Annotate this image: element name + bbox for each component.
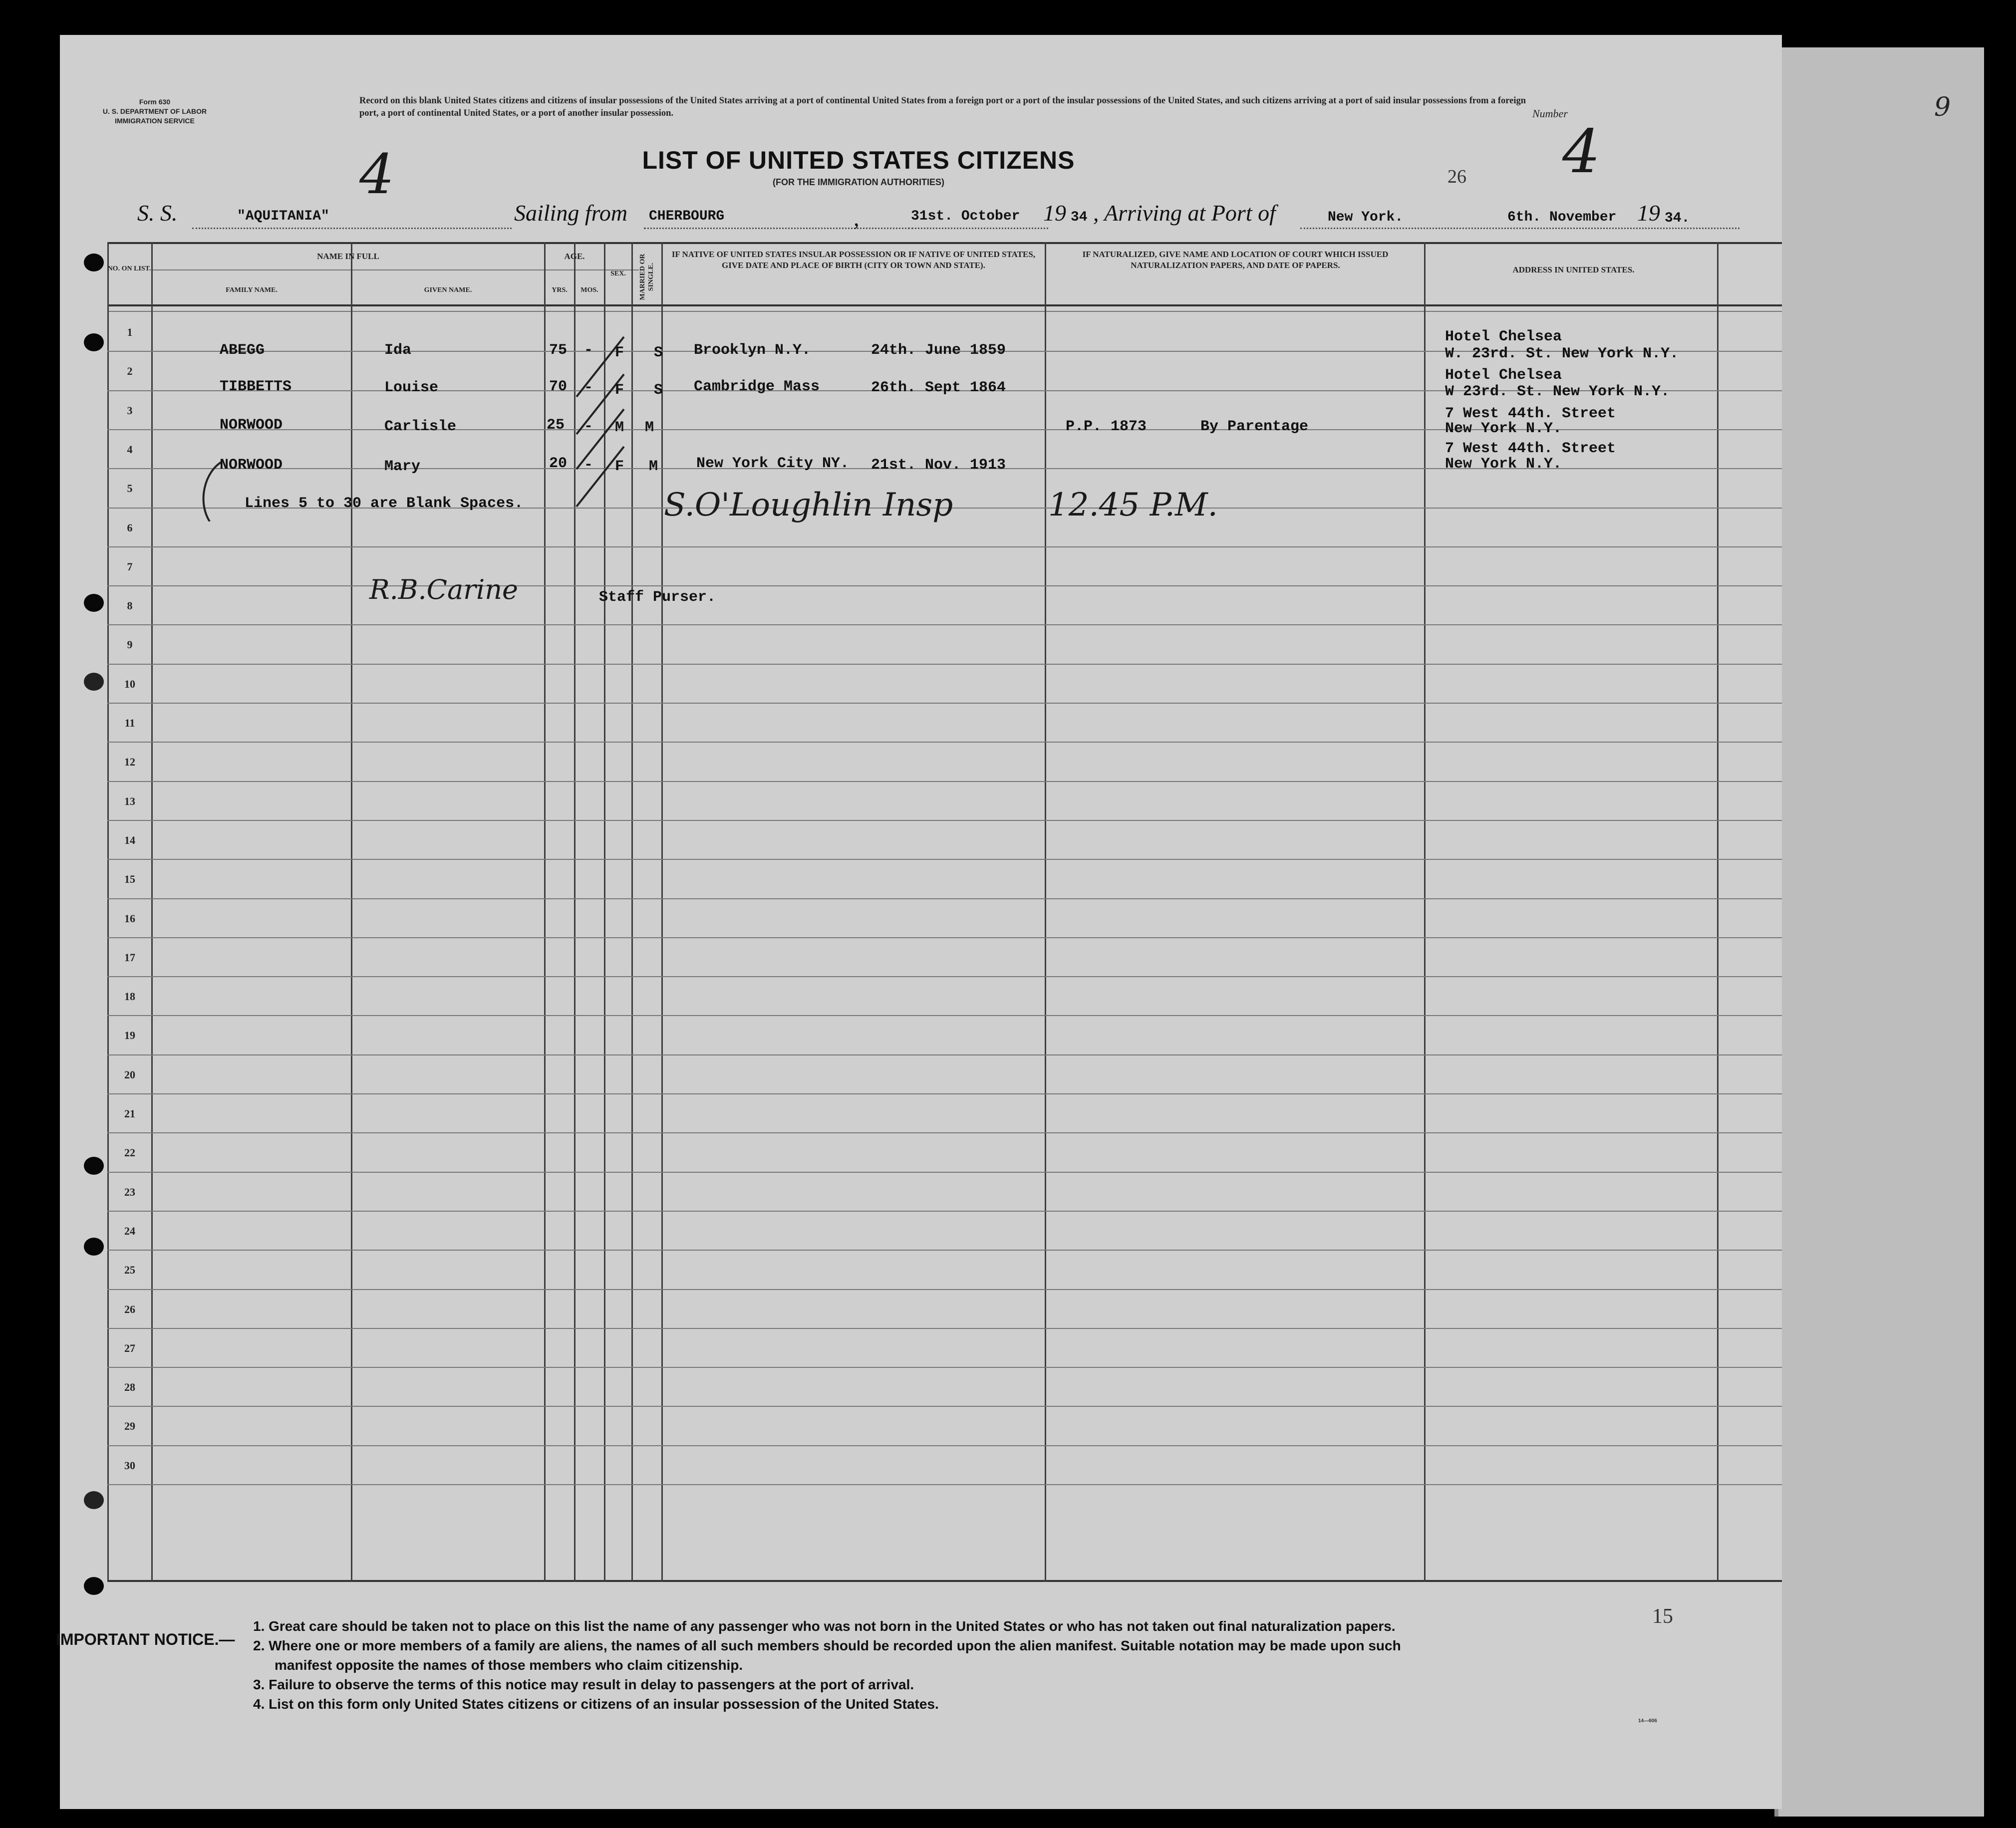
corner-page-mark: 9 xyxy=(1934,92,1951,122)
sailing-from-label: Sailing from xyxy=(514,200,628,226)
row-number: 30 xyxy=(124,1459,135,1472)
row-number: 19 xyxy=(124,1029,135,1042)
row-number: 6 xyxy=(127,522,133,534)
row-rule xyxy=(107,1406,1782,1407)
arriving-label: , Arriving at Port of xyxy=(1093,200,1276,226)
stamped-number: 26 xyxy=(1447,166,1466,187)
year-prefix-2: 19 xyxy=(1637,200,1660,226)
document-title: LIST OF UNITED STATES CITIZENS xyxy=(642,146,1075,174)
row-number: 16 xyxy=(124,912,135,925)
purser-signature: R.B.Carine xyxy=(369,574,519,605)
row-number: 20 xyxy=(124,1068,135,1081)
table-bottom-border xyxy=(107,1580,1782,1582)
underlying-page xyxy=(1774,47,1984,1817)
row1-birth-place: Brooklyn N.Y. xyxy=(694,342,811,359)
row-number: 12 xyxy=(124,756,135,768)
punch-hole xyxy=(84,673,104,691)
punch-hole xyxy=(84,1238,104,1256)
header-yrs: YRS. xyxy=(552,286,568,294)
sailing-dotline xyxy=(644,228,913,229)
row-number: 8 xyxy=(127,599,133,612)
row-rule xyxy=(107,1367,1782,1368)
row-number: 10 xyxy=(124,678,135,690)
row-rule xyxy=(107,1093,1782,1094)
row-rule xyxy=(107,1328,1782,1329)
row-number: 25 xyxy=(124,1264,135,1276)
row2-mos: - xyxy=(584,379,593,396)
punch-hole xyxy=(84,254,104,271)
row-number: 29 xyxy=(124,1420,135,1432)
ship-name: "AQUITANIA" xyxy=(237,209,329,224)
row3-ms: M xyxy=(645,419,654,436)
row1-address-2: W. 23rd. St. New York N.Y. xyxy=(1445,345,1679,362)
row-rule xyxy=(107,1172,1782,1173)
header-married-or-single: MARRIED OR SINGLE. xyxy=(639,254,655,300)
header-sex: SEX. xyxy=(610,270,626,277)
punch-hole xyxy=(84,333,104,351)
row-number: 11 xyxy=(124,717,135,729)
inspector-signature: S.O'Loughlin Insp xyxy=(664,487,953,523)
row3-yrs: 25 xyxy=(547,417,565,434)
row-number: 17 xyxy=(124,951,135,964)
row2-birth-date: 26th. Sept 1864 xyxy=(871,379,1006,396)
row-rule xyxy=(107,1015,1782,1016)
row3-mos: - xyxy=(584,418,593,435)
arrival-year: 34. xyxy=(1665,211,1690,226)
row3-family: NORWOOD xyxy=(220,417,283,434)
header-family-name: FAMILY NAME. xyxy=(226,286,278,294)
arrival-port: New York. xyxy=(1328,210,1404,225)
header-given-name: GIVEN NAME. xyxy=(424,286,472,294)
row-number: 21 xyxy=(124,1107,135,1120)
row2-address-2: W 23rd. St. New York N.Y. xyxy=(1445,383,1670,400)
row-rule xyxy=(107,1250,1782,1251)
row-rule xyxy=(107,1211,1782,1212)
row1-mos: - xyxy=(584,342,593,359)
footer-form-code: 14—606 xyxy=(1638,1718,1657,1724)
manifest-sheet xyxy=(60,35,1782,1809)
handwritten-number-value: 4 xyxy=(1562,117,1601,187)
row4-mos: - xyxy=(584,457,593,474)
department-name: U. S. DEPARTMENT OF LABOR xyxy=(102,107,207,115)
row2-ms: S xyxy=(654,382,663,399)
row2-given: Louise xyxy=(384,379,439,396)
row-number: 23 xyxy=(124,1186,135,1198)
header-native-birth: IF NATIVE OF UNITED STATES INSULAR POSSESSION OR IF NATIVE OF UNITED STATES, GIVE DATE AND PLACE OF BIRTH (CITY OR TOWN AND STATE). xyxy=(671,250,1036,270)
row-number: 24 xyxy=(124,1225,135,1237)
punch-hole xyxy=(84,594,104,612)
row3-sex: M xyxy=(615,419,624,436)
row1-yrs: 75 xyxy=(549,342,568,359)
row-rule xyxy=(107,624,1782,625)
row1-family: ABEGG xyxy=(220,342,265,359)
row2-sex: F xyxy=(615,382,624,399)
header-age: AGE. xyxy=(564,252,585,261)
row-rule xyxy=(107,1132,1782,1133)
row-number: 22 xyxy=(124,1146,135,1159)
row1-given: Ida xyxy=(384,342,412,359)
row-rule xyxy=(107,781,1782,782)
row4-address-2: New York N.Y. xyxy=(1445,456,1562,473)
row4-given: Mary xyxy=(384,458,421,475)
departure-date: 31st. October xyxy=(911,209,1020,224)
row-number: 13 xyxy=(124,795,135,807)
row4-birth-date: 21st. Nov. 1913 xyxy=(871,457,1006,474)
notice-lead: IMPORTANT NOTICE.— xyxy=(56,1630,235,1648)
row3-naturalization: P.P. 1873 xyxy=(1066,418,1147,435)
row1-birth-date: 24th. June 1859 xyxy=(871,342,1006,359)
ss-label: S. S. xyxy=(137,200,178,226)
row-rule xyxy=(107,742,1782,743)
row-rule xyxy=(107,976,1782,977)
notice-item-3: 3. Failure to observe the terms of this notice may result in delay to passengers at the port of arrival. xyxy=(253,1677,914,1692)
departure-dotline xyxy=(908,228,1048,229)
row2-address-1: Hotel Chelsea xyxy=(1445,367,1562,384)
header-no-on-list: NO. ON LIST. xyxy=(107,265,151,272)
notice-item-4: 4. List on this form only United States citizens or citizens of an insular possession of the United States. xyxy=(253,1696,939,1712)
form-info xyxy=(97,97,212,126)
inspection-time: 12.45 P.M. xyxy=(1048,487,1218,523)
header-naturalized: IF NATURALIZED, GIVE NAME AND LOCATION OF COURT WHICH ISSUED NATURALIZATION PAPERS, AND DATE OF PAPERS. xyxy=(1082,250,1389,270)
row3-address-1: 7 West 44th. Street xyxy=(1445,405,1616,422)
document-subtitle: (FOR THE IMMIGRATION AUTHORITIES) xyxy=(773,177,944,187)
row-number: 9 xyxy=(127,638,133,651)
row3-given: Carlisle xyxy=(384,418,457,435)
notice-item-2: 2. Where one or more members of a family are aliens, the names of all such members should be recorded upon the alien manifest. Suitable notation may be made upon such xyxy=(253,1638,1401,1653)
date-comma: , xyxy=(854,205,860,231)
row-rule xyxy=(107,703,1782,704)
row1-ms: S xyxy=(654,344,663,361)
header-mos: MOS. xyxy=(580,286,598,294)
row-rule xyxy=(107,937,1782,938)
row-number: 3 xyxy=(127,404,133,417)
notice-item-1: 1. Great care should be taken not to place on this list the name of any passenger who was not born in the United States or who has not taken out final naturalization papers. xyxy=(253,1618,1396,1634)
row-rule xyxy=(107,1484,1782,1485)
row-rule xyxy=(107,820,1782,821)
row-number: 2 xyxy=(127,365,133,377)
row4-sex: F xyxy=(615,458,624,475)
punch-hole xyxy=(84,1577,104,1595)
row1-sex: F xyxy=(615,344,624,361)
row-number: 1 xyxy=(127,326,133,338)
row-rule xyxy=(107,546,1782,547)
row2-yrs: 70 xyxy=(549,378,568,395)
row2-birth-place: Cambridge Mass xyxy=(694,378,820,395)
row-number: 7 xyxy=(127,560,133,573)
handwritten-list-number: 4 xyxy=(359,142,394,206)
row-number: 5 xyxy=(127,482,133,495)
departure-year: 34 xyxy=(1071,210,1088,225)
row-rule xyxy=(107,1054,1782,1055)
sailing-port: CHERBOURG xyxy=(649,209,725,224)
row4-ms: M xyxy=(649,458,658,475)
number-label: Number xyxy=(1532,107,1568,120)
row-rule xyxy=(107,859,1782,860)
row4-address-1: 7 West 44th. Street xyxy=(1445,440,1616,457)
ship-dotline xyxy=(192,228,512,229)
row-rule xyxy=(107,1445,1782,1446)
header-name-in-full: NAME IN FULL xyxy=(317,252,379,261)
row-number: 26 xyxy=(124,1303,135,1315)
punch-hole xyxy=(84,1491,104,1509)
row-rule xyxy=(107,664,1782,665)
row-rule xyxy=(107,898,1782,899)
row3-address-2: New York N.Y. xyxy=(1445,420,1562,437)
row4-birth-place: New York City NY. xyxy=(696,455,850,472)
row-number: 18 xyxy=(124,990,135,1003)
row3-naturalization-note: By Parentage xyxy=(1200,418,1309,435)
row4-family: NORWOOD xyxy=(220,457,283,474)
row-number: 28 xyxy=(124,1381,135,1393)
row2-family: TIBBETTS xyxy=(220,378,292,395)
row-number: 4 xyxy=(127,443,133,456)
row-number: 15 xyxy=(124,873,135,885)
row-number: 14 xyxy=(124,834,135,846)
punch-hole xyxy=(84,1157,104,1175)
purser-title: Staff Purser. xyxy=(599,589,716,606)
notice-item-2-cont: manifest opposite the names of those members who claim citizenship. xyxy=(275,1657,743,1673)
checkmark-stroke-4 xyxy=(576,447,624,507)
year-prefix-1: 19 xyxy=(1043,200,1066,226)
row-rule xyxy=(107,585,1782,586)
header-address: ADDRESS IN UNITED STATES. xyxy=(1512,265,1635,274)
row4-yrs: 20 xyxy=(549,455,568,472)
row-number: 27 xyxy=(124,1342,135,1354)
arrival-date: 6th. November xyxy=(1507,210,1617,225)
form-number: Form 630 xyxy=(139,98,171,106)
service-name: IMMIGRATION SERVICE xyxy=(115,117,195,125)
row-rule xyxy=(107,1289,1782,1290)
page-number: 15 xyxy=(1652,1605,1673,1628)
row1-address-1: Hotel Chelsea xyxy=(1445,328,1562,345)
blank-lines-note: Lines 5 to 30 are Blank Spaces. xyxy=(245,495,524,512)
instructions-note: Record on this blank United States citizens and citizens of insular possessions of the United States arriving at a port of continental United States from a foreign port or a port of the insular possessions of the United States, and such citizens arriving at a port of said insular possessions from a foreign port, a port of continental United States, or a port of another insular possession. xyxy=(359,96,1526,118)
arrival-dotline xyxy=(1300,228,1739,229)
